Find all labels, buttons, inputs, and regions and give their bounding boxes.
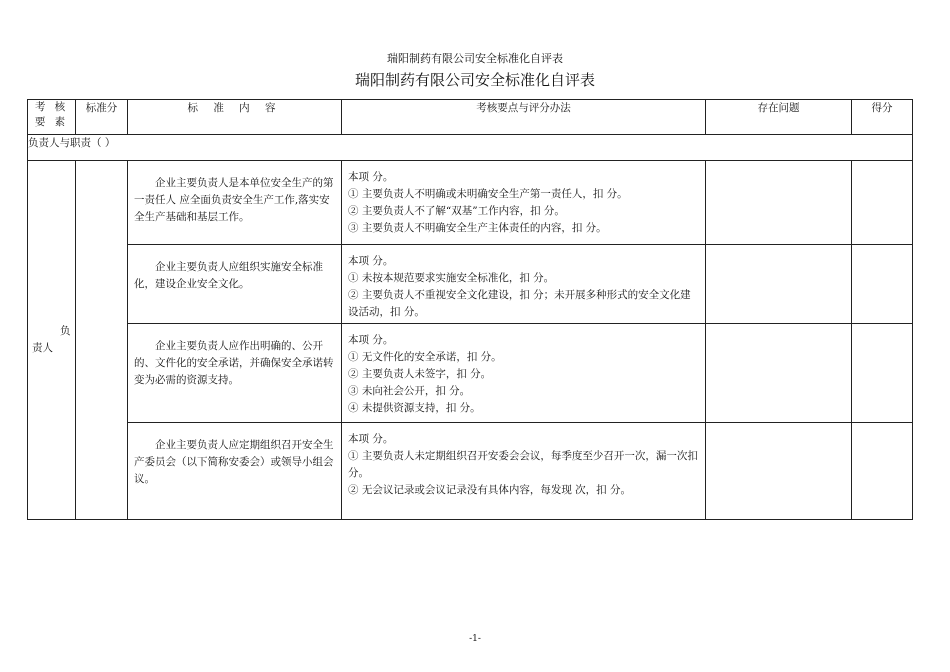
header-assessment-element-line1: 考 核 [34, 101, 69, 113]
score-cell[interactable] [852, 423, 913, 520]
issues-cell[interactable] [706, 423, 852, 520]
table-row [28, 324, 913, 423]
section-label: 负责人与职责（ ） [28, 135, 913, 161]
issues-cell[interactable] [706, 161, 852, 245]
criteria-line: ① 无文件化的安全承诺，扣 分。 [348, 351, 502, 363]
criteria-cell [342, 324, 706, 423]
table-header-row [28, 100, 913, 135]
criteria-line: ① 主要负责人不明确或未明确安全生产第一责任人，扣 分。 [348, 188, 628, 200]
table-row [28, 423, 913, 520]
table-row [28, 161, 913, 245]
header-standard-content: 标 准 内 容 [128, 100, 342, 135]
element-label-line2: 责人 [32, 342, 53, 354]
page-title: 瑞阳制药有限公司安全标准化自评表 [354, 71, 595, 89]
criteria-line: ④ 未提供资源支持，扣 分。 [348, 402, 481, 414]
score-cell[interactable] [852, 161, 913, 245]
evaluation-table [27, 99, 913, 520]
header-issues: 存在问题 [706, 100, 852, 135]
standard-content-cell: 企业主要负责人是本单位安全生产的第一责任人 应全面负责安全生产工作,落实安全生产基础和基层工作。 [128, 161, 342, 245]
criteria-line: ② 主要负责人未签字，扣 分。 [348, 368, 492, 380]
criteria-line: ③ 主要负责人不明确安全生产主体责任的内容，扣 分。 [348, 222, 607, 234]
score-cell[interactable] [852, 245, 913, 324]
issues-cell[interactable] [706, 245, 852, 324]
criteria-line: 本项 分。 [348, 334, 394, 346]
criteria-cell [342, 161, 706, 245]
standard-content-cell: 企业主要负责人应定期组织召开安全生产委员会（以下简称安委会）或领导小组会议。 [128, 423, 342, 520]
standard-content-cell: 企业主要负责人应组织实施安全标准化，建设企业安全文化。 [128, 245, 342, 324]
criteria-cell [342, 423, 706, 520]
criteria-line: ② 主要负责人不重视安全文化建设，扣 分；未开展多种形式的安全文化建设活动，扣 分。 [348, 289, 691, 318]
header-assessment-element-line2: 要 素 [34, 116, 69, 128]
criteria-line: ① 主要负责人未定期组织召开安委会会议，每季度至少召开一次，漏一次扣 分。 [348, 450, 698, 479]
section-row [28, 135, 913, 161]
score-cell[interactable] [852, 324, 913, 423]
header-score: 得分 [852, 100, 913, 135]
criteria-line: ③ 未向社会公开，扣 分。 [348, 385, 471, 397]
standard-content-cell: 企业主要负责人应作出明确的、公开的、文件化的安全承诺，并确保安全承诺转变为必需的资源支持。 [128, 324, 342, 423]
criteria-line: ① 未按本规范要求实施安全标准化，扣 分。 [348, 272, 555, 284]
header-standard-score: 标准分 [76, 100, 128, 135]
table-row [28, 245, 913, 324]
criteria-line: 本项 分。 [348, 255, 394, 267]
element-label-line1: 负 [60, 325, 71, 337]
issues-cell[interactable] [706, 324, 852, 423]
criteria-line: 本项 分。 [348, 433, 394, 445]
standard-score-cell[interactable] [76, 161, 128, 520]
criteria-line: ② 无会议记录或会议记录没有具体内容，每发现 次，扣 分。 [348, 484, 632, 496]
element-cell [28, 161, 76, 520]
criteria-line: ② 主要负责人不了解“双基”工作内容，扣 分。 [348, 205, 565, 217]
criteria-line: 本项 分。 [348, 171, 394, 183]
criteria-cell [342, 245, 706, 324]
header-criteria: 考核要点与评分办法 [342, 100, 706, 135]
page-number: -1- [469, 634, 481, 644]
running-header: 瑞阳制药有限公司安全标准化自评表 [387, 52, 563, 65]
header-assessment-element [28, 100, 76, 135]
